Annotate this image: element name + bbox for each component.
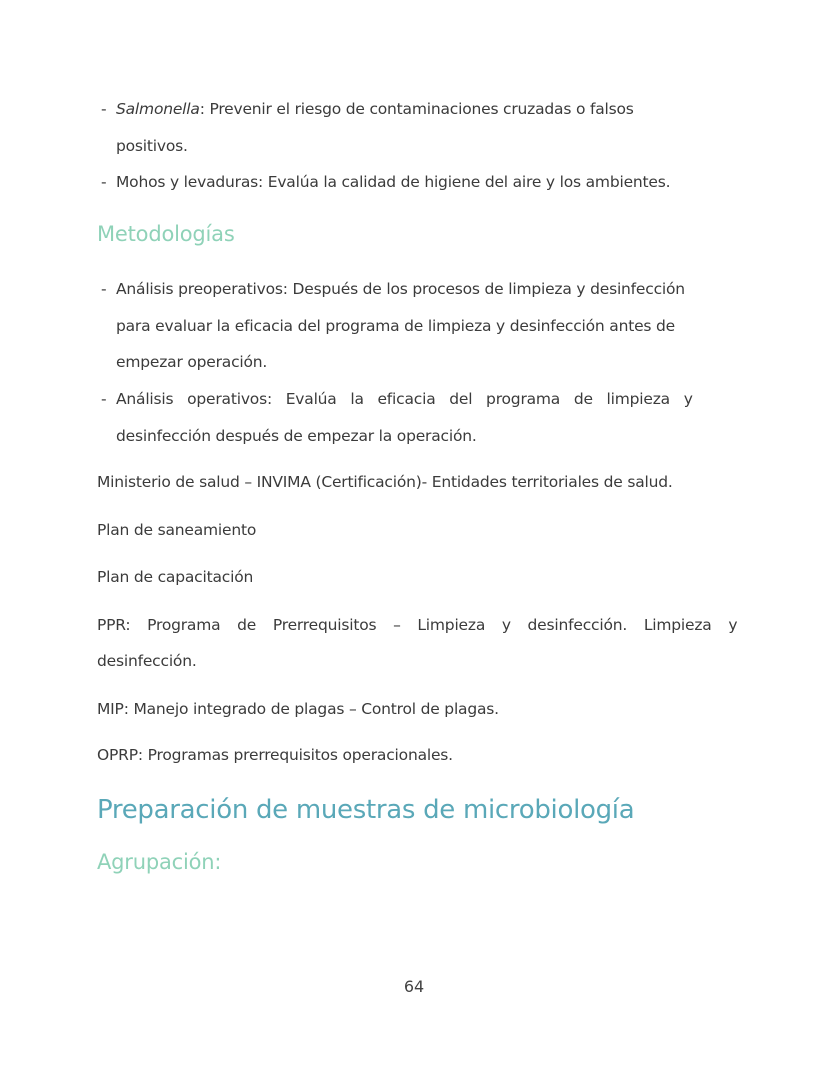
- bullet-dash: -: [101, 100, 107, 118]
- bullet-mohos: Mohos y levaduras: Evalúa la calidad de higiene del aire y los ambientes.: [116, 173, 671, 191]
- bullet-operativos-cont: desinfección después de empezar la operación.: [116, 427, 477, 445]
- bullet-operativos: Análisis operativos: Evalúa la eficacia del programa de limpieza y: [116, 390, 693, 408]
- bullet-preoperativos-cont: para evaluar la eficacia del programa de limpieza y desinfección antes de: [116, 317, 675, 335]
- italic-term: Salmonella: [116, 100, 200, 118]
- bullet-dash: -: [101, 280, 107, 298]
- bullet-preoperativos-cont2: empezar operación.: [116, 353, 268, 371]
- bullet-salmonella: Salmonella: Prevenir el riesgo de contaminaciones cruzadas o falsos: [116, 100, 634, 118]
- paragraph-oprp: OPRP: Programas prerrequisitos operacionales.: [97, 746, 453, 764]
- paragraph-saneamiento: Plan de saneamiento: [97, 521, 257, 539]
- paragraph-ppr-cont: desinfección.: [97, 652, 197, 670]
- bullet-preoperativos: Análisis preoperativos: Después de los procesos de limpieza y desinfección: [116, 280, 685, 298]
- paragraph-ppr: PPR: Programa de Prerrequisitos – Limpieza y desinfección. Limpieza y: [97, 616, 738, 634]
- heading-agrupacion: Agrupación:: [97, 850, 222, 874]
- bullet-salmonella-cont: positivos.: [116, 137, 188, 155]
- paragraph-ministerio: Ministerio de salud – INVIMA (Certificación)- Entidades territoriales de salud.: [97, 473, 673, 491]
- heading-metodologias: Metodologías: [97, 222, 235, 246]
- bullet-dash: -: [101, 390, 107, 408]
- heading-preparacion: Preparación de muestras de microbiología: [97, 795, 635, 825]
- bullet-dash: -: [101, 173, 107, 191]
- paragraph-mip: MIP: Manejo integrado de plagas – Control de plagas.: [97, 700, 499, 718]
- page-number: 64: [403, 977, 425, 996]
- paragraph-capacitacion: Plan de capacitación: [97, 568, 254, 586]
